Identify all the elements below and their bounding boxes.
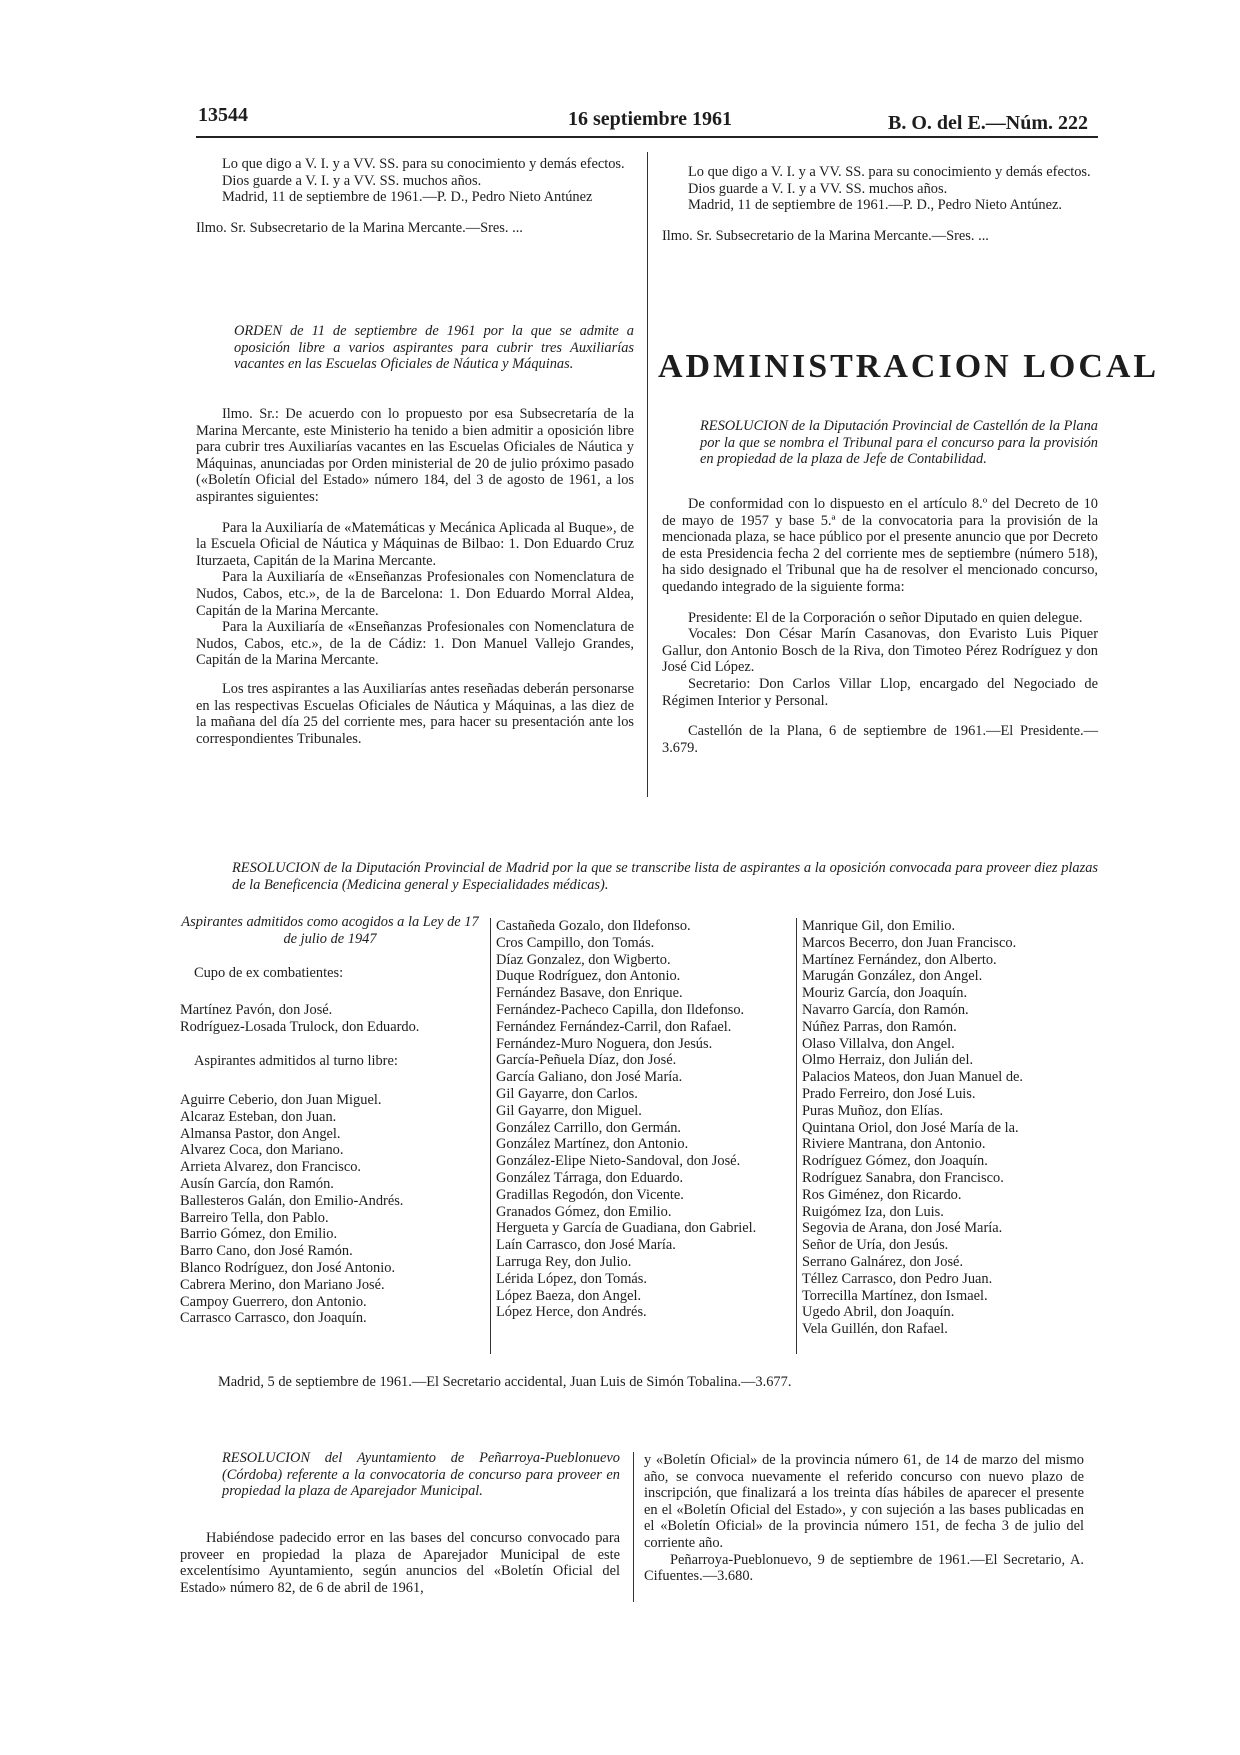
aspirant-list-item: Fernández-Pacheco Capilla, don Ildefonso. [496,1001,745,1018]
aspirant-list-item: Mouriz García, don Joaquín. [802,985,968,1002]
orden-paragraph-5: Los tres aspirantes a las Auxiliarías antes reseñadas deberán personarse en las respectivas Escuelas Oficiales de Náutica y Máquinas, a las diez de la mañana del día 25 del corriente mes, para hacer su presentación ante los correspondientes Tribunales. [196,680,634,747]
orden-paragraph-3: Para la Auxiliaría de «Enseñanzas Profesionales con Nomenclatura de Nudos, Cabos, etc.», de la de Barcelona: 1. Don Eduardo Morral Aldea, Capitán de la Marina Mercante. [196,569,634,619]
orden-title [234,323,634,373]
aspirant-list-item: Olmo Herraiz, don Julián del. [802,1052,974,1069]
penarroya-title [222,1450,620,1500]
orden-body [196,406,634,747]
aspirant-list-item: Barrio Gómez, don Emilio. [180,1226,338,1243]
aspirant-list-item: Campoy Guerrero, don Antonio. [180,1293,367,1310]
aspirant-list-item: González Carrillo, don Germán. [496,1119,682,1136]
penarroya-title-rest: del Ayuntamiento de Peñarroya-Pueblonuevo (Córdoba) referente a la convocatoria de concurso para proveer en propiedad la plaza de Aparejador Municipal. [222,1450,620,1500]
aspirant-list-item: Ballesteros Galán, don Emilio-Andrés. [180,1192,404,1209]
aspirant-list-item: Blanco Rodríguez, don José Antonio. [180,1259,396,1276]
right-closing-signature: Madrid, 11 de septiembre de 1961.—P. D., Pedro Nieto Antúnez. [688,197,1062,214]
left-closing-block [196,156,634,236]
aspirant-list-item: González Martínez, don Antonio. [496,1136,689,1153]
aspirant-list-item: Vela Guillén, don Rafael. [802,1321,948,1338]
aspirant-list-item: Fernández-Muro Noguera, don Jesús. [496,1035,713,1052]
aspirant-list-item: Martínez Fernández, don Alberto. [802,951,997,968]
aspirant-list-item: Carrasco Carrasco, don Joaquín. [180,1310,367,1327]
aspirant-list-item: Díaz Gonzalez, don Wigberto. [496,951,671,968]
madrid-signature: Madrid, 5 de septiembre de 1961.—El Secretario accidental, Juan Luis de Simón Tobalina.—3.677. [218,1374,792,1390]
left-closing-addressee: Ilmo. Sr. Subsecretario de la Marina Mercante.—Sres. ... [196,219,523,236]
aspirant-list-item: Barro Cano, don José Ramón. [180,1243,353,1260]
aspirant-list-item: Téllez Carrasco, don Pedro Juan. [802,1270,993,1287]
aspirant-list-item: Arrieta Alvarez, don Francisco. [180,1159,362,1176]
column-divider-bottom [633,1452,634,1602]
penarroya-paragraph-1: Habiéndose padecido error en las bases del concurso convocado para proveer en propiedad la plaza de Aparejador Municipal de este excelentísimo Ayuntamiento, según anuncios del «Boletín Oficial del Estado» número 82, de 6 de abril de 1961, [180,1530,620,1596]
aspirant-list-item: Castañeda Gozalo, don Ildefonso. [496,918,691,934]
aspirant-list-item: Fernández Basave, don Enrique. [496,985,683,1002]
aspirant-list-item: García Galiano, don José María. [496,1069,683,1086]
castellon-body [662,496,1098,756]
aspirant-list-item: Gil Gayarre, don Carlos. [496,1085,638,1102]
aspirant-list-item: Serrano Galnárez, don José. [802,1253,964,1270]
aspirant-list-item: Fernández Fernández-Carril, don Rafael. [496,1018,732,1035]
list-divider-2 [796,918,797,1354]
aspirant-list-item: Manrique Gil, don Emilio. [802,918,956,934]
madrid-list-column-2 [496,918,788,1321]
aspirant-list-item: González Tárraga, don Eduardo. [496,1169,684,1186]
right-closing-block [662,164,1098,244]
aspirant-list-item: Segovia de Arana, don José María. [802,1220,1003,1237]
list-divider-1 [490,918,491,1354]
madrid-list-column-3 [802,918,1098,1338]
aspirant-list-item: Lérida López, don Tomás. [496,1270,647,1287]
issue-date: 16 septiembre 1961 [568,108,733,130]
castellon-vocales: Vocales: Don César Marín Casanovas, don Evaristo Luis Piquer Gallur, don Antonio Bosch de la Riva, don Timoteo Pérez Rodríguez y don José Cid López. [662,626,1098,676]
left-closing-formula: Lo que digo a V. I. y a VV. SS. para su conocimiento y demás efectos. [222,156,625,172]
aspirant-list-item: Aguirre Ceberio, don Juan Miguel. [180,1091,382,1108]
madrid-title-rest: de la Diputación Provincial de Madrid por la que se transcribe lista de aspirantes a la oposición convocada para proveer diez plazas de la Beneficencia (Medicina general y Especialidades médicas). [232,860,1098,893]
castellon-secretary: Secretario: Don Carlos Villar Llop, encargado del Negociado de Régimen Interior y Personal. [662,675,1098,709]
castellon-paragraph-1: De conformidad con lo dispuesto en el artículo 8.º del Decreto de 10 de mayo de 1957 y base 5.ª de la convocatoria para la provisión de la mencionada plaza, se hace público por el presente anuncio que por Decreto de esta Presidencia fecha 2 del corriente mes de septiembre (número 518), ha sido designado el Tribunal que ha de resolver el mencionado concurso, quedando integrado de la siguiente forma: [662,496,1098,595]
aspirant-list-item: Señor de Uría, don Jesús. [802,1237,949,1254]
aspirant-list-item: Alvarez Coca, don Mariano. [180,1142,344,1159]
aspirant-list-item: Larruga Rey, don Julio. [496,1253,632,1270]
aspirant-list-item: Rodríguez Sanabra, don Francisco. [802,1169,1004,1186]
orden-title-rest: de 11 de septiembre de 1961 por la que se admite a oposición libre a varios aspirantes para cubrir tres Auxiliarías vacantes en las Escuelas Oficiales de Náutica y Máquinas. [234,323,634,373]
aspirant-list-item: Laín Carrasco, don José María. [496,1237,676,1254]
aspirant-list-item: Rodríguez Gómez, don Joaquín. [802,1153,988,1170]
aspirant-list-item: Torrecilla Martínez, don Ismael. [802,1287,988,1304]
aspirant-list-item: Riviere Mantrana, don Antonio. [802,1136,986,1153]
right-closing-greeting: Dios guarde a V. I. y a VV. SS. muchos años. [688,180,948,197]
aspirant-list-item: López Baeza, don Angel. [496,1287,642,1304]
aspirant-list-item: González-Elipe Nieto-Sandoval, don José. [496,1153,741,1170]
aspirant-list-item: Palacios Mateos, don Juan Manuel de. [802,1069,1024,1086]
col1-subheading-turno-libre: Aspirantes admitidos al turno libre: [194,1053,398,1070]
aspirant-list-item: Núñez Parras, don Ramón. [802,1018,957,1035]
orden-paragraph-4: Para la Auxiliaría de «Enseñanzas Profesionales con Nomenclatura de Nudos, Cabos, etc.», de la de Cádiz: 1. Don Manuel Vallejo Grandes, Capitán de la Marina Mercante. [196,619,634,669]
page-number: 13544 [198,104,248,126]
aspirant-list-item: Olaso Villalva, don Angel. [802,1035,955,1052]
orden-title-lead: ORDEN [234,323,282,339]
penarroya-paragraph-2: y «Boletín Oficial» de la provincia número 61, de 14 de marzo del mismo año, se convoca nuevamente el referido concurso con nuevo plazo de inscripción, que finalizará a los treinta días hábiles de aparecer el presente en el «Boletín Oficial del Estado», y con sujeción a las bases publicadas en el «Boletín Oficial» de la provincia número 151, de fecha 3 de julio del corriente año. [644,1452,1084,1551]
right-closing-addressee: Ilmo. Sr. Subsecretario de la Marina Mercante.—Sres. ... [662,227,989,244]
aspirant-list-item: Prado Ferreiro, don José Luis. [802,1085,976,1102]
column-divider-top [647,152,648,797]
left-closing-greeting: Dios guarde a V. I. y a VV. SS. muchos años. [222,172,482,189]
aspirant-list-item: García-Peñuela Díaz, don José. [496,1052,677,1069]
aspirant-list-item: Duque Rodríguez, don Antonio. [496,968,681,985]
aspirant-list-item: Puras Muñoz, don Elías. [802,1102,944,1119]
penarroya-title-lead: RESOLUCION [222,1450,310,1466]
aspirant-list-item: Ausín García, don Ramón. [180,1175,334,1192]
col1-heading: Aspirantes admitidos como acogidos a la Ley de 17 de julio de 1947 [181,914,479,947]
aspirant-list-item: López Herce, don Andrés. [496,1304,647,1321]
madrid-title-lead: RESOLUCION [232,860,320,876]
castellon-title-rest: de la Diputación Provincial de Castellón de la Plana por la que se nombra el Tribunal para el concurso para la provisión en propiedad de la plaza de Jefe de Contabilidad. [700,418,1098,468]
header-rule [196,136,1098,138]
aspirant-list-item: Rodríguez-Losada Trulock, don Eduardo. [180,1018,420,1035]
aspirant-list-item: Granados Gómez, don Emilio. [496,1203,672,1220]
aspirant-list-item: Ugedo Abril, don Joaquín. [802,1304,955,1321]
penarroya-signature: Peñarroya-Pueblonuevo, 9 de septiembre de 1961.—El Secretario, A. Cifuentes.—3.680. [644,1551,1084,1585]
aspirant-list-item: Almansa Pastor, don Angel. [180,1125,341,1142]
aspirant-list-item: Cabrera Merino, don Mariano José. [180,1276,385,1293]
castellon-president: Presidente: El de la Corporación o señor Diputado en quien delegue. [688,609,1083,626]
penarroya-body-right [644,1452,1084,1585]
madrid-list-column-1 [180,914,480,1327]
orden-paragraph-1: Ilmo. Sr.: De acuerdo con lo propuesto por esa Subsecretaría de la Marina Mercante, este Ministerio ha tenido a bien admitir a oposición libre para cubrir tres Auxiliarías vacantes en las Escuelas Oficiales de Náutica y Máquinas, anunciadas por Orden ministerial de 20 de julio próximo pasado («Boletín Oficial del Estado» número 184, del 3 de agosto de 1961, a los aspirantes siguientes: [196,406,634,505]
right-closing-formula: Lo que digo a V. I. y a VV. SS. para su conocimiento y demás efectos. [688,164,1091,180]
penarroya-body-left [180,1530,620,1596]
col1-subheading-excombatientes: Cupo de ex combatientes: [194,965,344,982]
castellon-title [700,418,1098,468]
madrid-title [232,860,1098,893]
aspirant-list-item: Cros Campillo, don Tomás. [496,934,655,951]
aspirant-list-item: Gil Gayarre, don Miguel. [496,1102,642,1119]
castellon-title-lead: RESOLUCION [700,418,788,434]
aspirant-list-item: Hergueta y García de Guadiana, don Gabriel. [496,1220,757,1237]
journal-reference: B. O. del E.—Núm. 222 [888,112,1089,134]
aspirant-list-item: Martínez Pavón, don José. [180,1001,333,1018]
aspirant-list-item: Barreiro Tella, don Pablo. [180,1209,329,1226]
aspirant-list-item: Marcos Becerro, don Juan Francisco. [802,934,1017,951]
aspirant-list-item: Alcaraz Esteban, don Juan. [180,1108,337,1125]
col1-excombatientes-list [180,1002,480,1036]
orden-paragraph-2: Para la Auxiliaría de «Matemáticas y Mecánica Aplicada al Buque», de la Escuela Oficial de Náutica y Máquinas de Bilbao: 1. Don Eduardo Cruz Iturzaeta, Capitán de la Marina Mercante. [196,519,634,569]
aspirant-list-item: Marugán González, don Angel. [802,968,983,985]
aspirant-list-item: Ruigómez Iza, don Luis. [802,1203,944,1220]
aspirant-list-item: Navarro García, don Ramón. [802,1001,969,1018]
aspirant-list-item: Gradillas Regodón, don Vicente. [496,1186,684,1203]
left-closing-signature: Madrid, 11 de septiembre de 1961.—P. D., Pedro Nieto Antúnez [222,189,593,206]
section-heading: ADMINISTRACION LOCAL [658,348,1160,385]
castellon-signature: Castellón de la Plana, 6 de septiembre de 1961.—El Presidente.—3.679. [662,723,1098,756]
col1-turno-libre-list [180,1092,480,1327]
aspirant-list-item: Ros Giménez, don Ricardo. [802,1186,962,1203]
aspirant-list-item: Quintana Oriol, don José María de la. [802,1119,1019,1136]
